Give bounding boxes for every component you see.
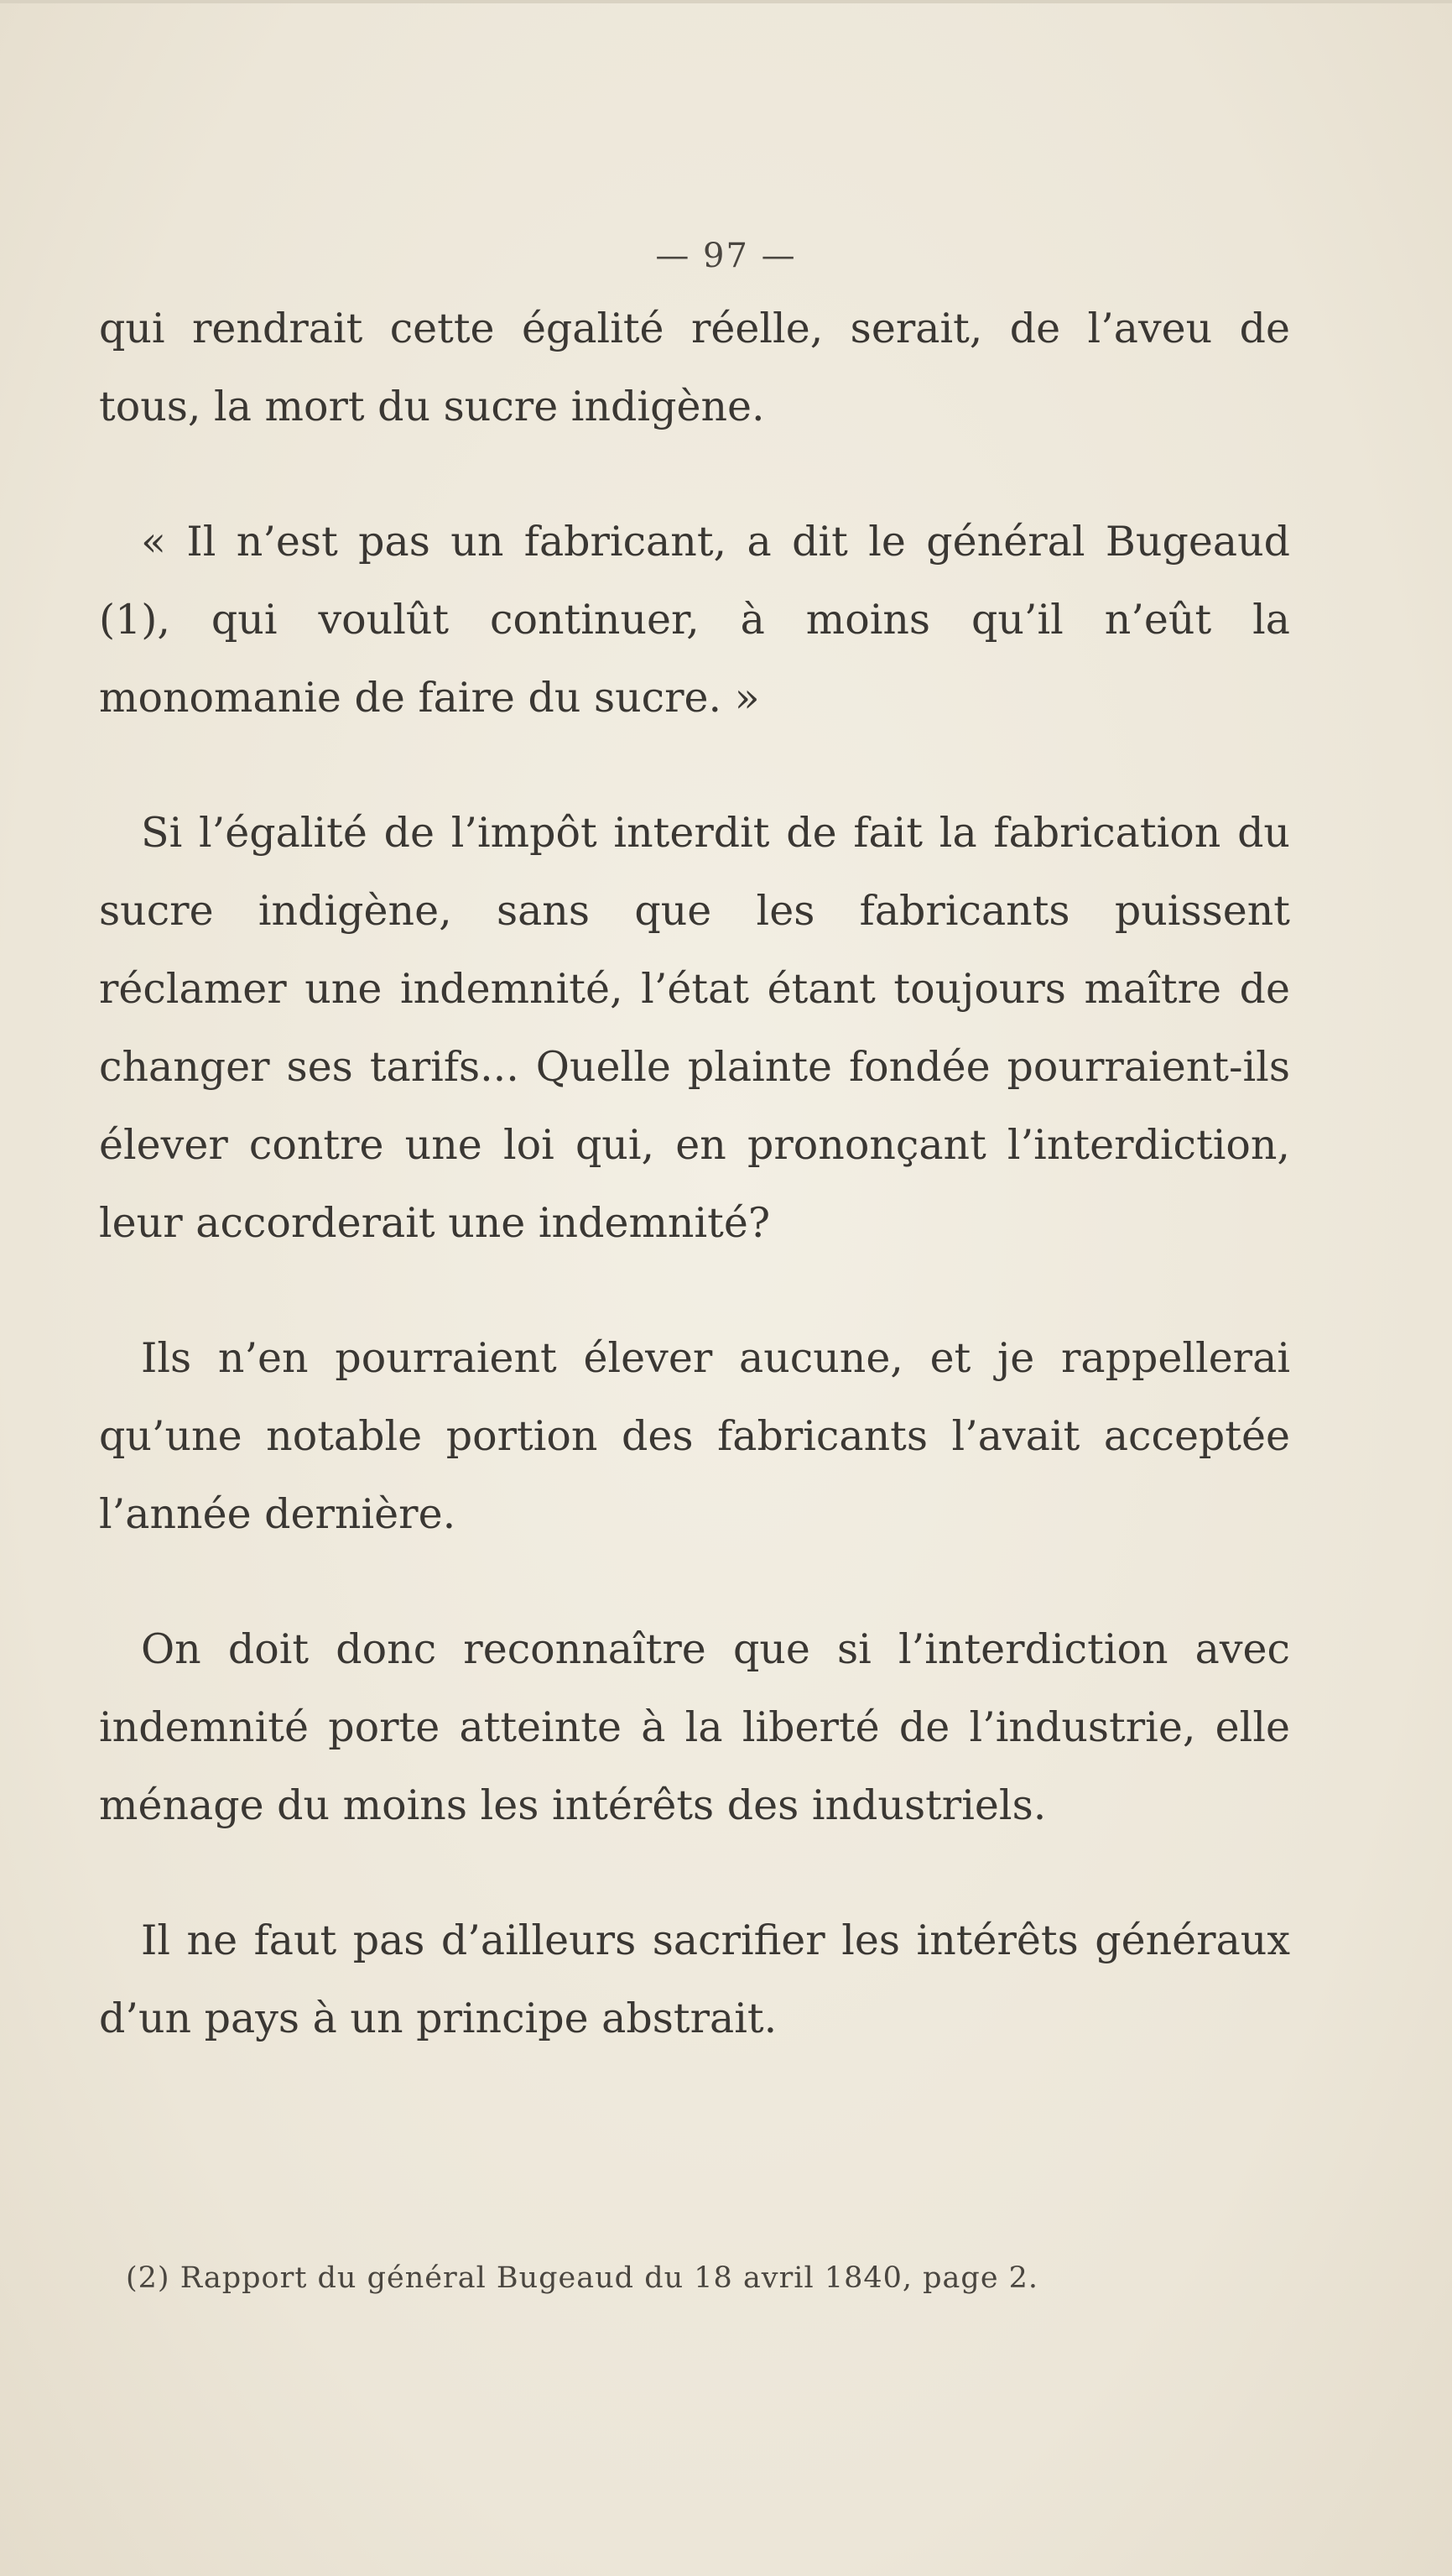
paragraph-6: Il ne faut pas d’ailleurs sacrifier les intérêts généraux d’un pays à un principe abstrait.: [99, 1916, 1290, 2042]
paragraph-3: Si l’égalité de l’impôt interdit de fait la fabrication du sucre indigène, sans que les fabricants puissent réclamer une indemnité, l’état étant toujours maître de changer ses tarifs... Quelle plainte fondée pourraient-ils élever contre une loi qui, en prononçant l’interdiction, leur accorderait une indemnité?: [99, 809, 1290, 1247]
paragraph-1: qui rendrait cette égalité réelle, serait, de l’aveu de tous, la mort du sucre indigène.: [99, 305, 1290, 430]
paragraph-5: On doit donc reconnaître que si l’interdiction avec indemnité porte atteinte à la liberté de l’industrie, elle ménage du moins les intérêts des industriels.: [99, 1625, 1290, 1829]
footnote: (2) Rapport du général Bugeaud du 18 avril 1840, page 2.: [126, 2261, 1039, 2295]
page-top-edge: [0, 0, 1452, 3]
paragraph-4: Ils n’en pourraient élever aucune, et je rappellerai qu’une notable portion des fabricants l’avait acceptée l’année dernière.: [99, 1334, 1290, 1538]
body-text: [99, 289, 1290, 2057]
page-number: — 97 —: [655, 237, 797, 275]
paragraph-2: « Il n’est pas un fabricant, a dit le général Bugeaud (1), qui voulût continuer, à moins qu’il n’eût la monomanie de faire du sucre. »: [99, 518, 1290, 722]
